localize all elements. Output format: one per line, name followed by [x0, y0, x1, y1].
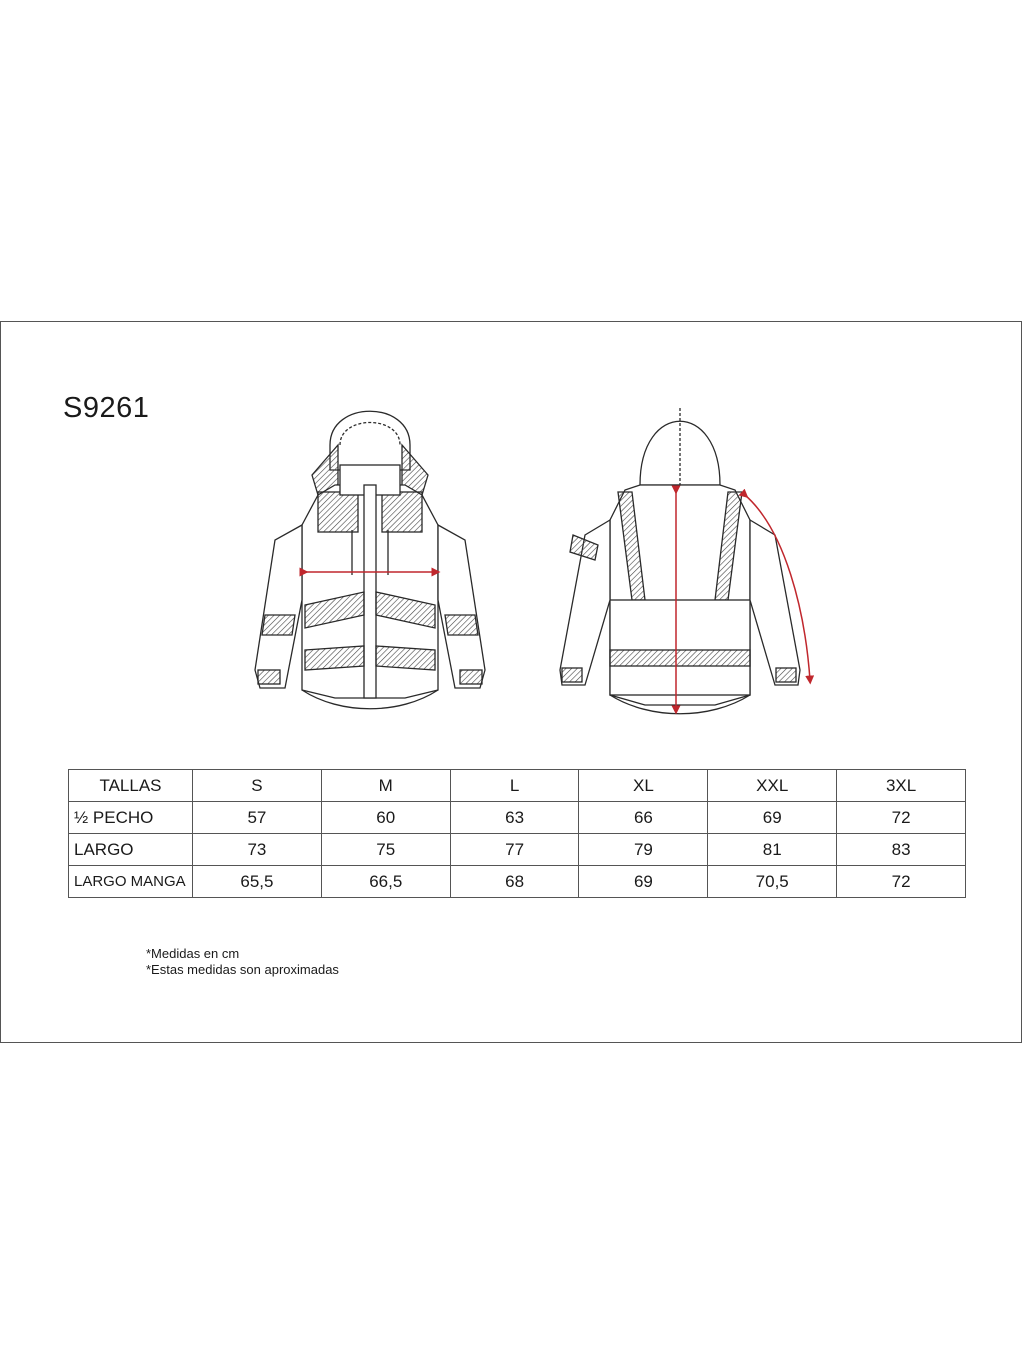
- table-header-row: [69, 770, 966, 802]
- table-cell: 81: [708, 834, 837, 866]
- table-cell: 79: [579, 834, 708, 866]
- row-label: ½ PECHO: [69, 802, 193, 834]
- jacket-back-icon: [560, 408, 800, 714]
- header-cell: L: [450, 770, 579, 802]
- note-approximate: *Estas medidas son aproximadas: [146, 962, 339, 977]
- table-row: [69, 866, 966, 898]
- note-units: *Medidas en cm: [146, 946, 240, 961]
- table-cell: 66: [579, 802, 708, 834]
- table-cell: 65,5: [193, 866, 322, 898]
- notes: [146, 946, 339, 978]
- table-cell: 77: [450, 834, 579, 866]
- table-cell: 69: [708, 802, 837, 834]
- header-cell: TALLAS: [69, 770, 193, 802]
- table-cell: 70,5: [708, 866, 837, 898]
- table-cell: 66,5: [321, 866, 450, 898]
- header-cell: M: [321, 770, 450, 802]
- header-cell: XXL: [708, 770, 837, 802]
- table-row: [69, 802, 966, 834]
- table-cell: 75: [321, 834, 450, 866]
- jacket-drawings: [240, 400, 820, 720]
- table-cell: 63: [450, 802, 579, 834]
- table-cell: 72: [837, 802, 966, 834]
- table-cell: 73: [193, 834, 322, 866]
- table-cell: 72: [837, 866, 966, 898]
- table-cell: 69: [579, 866, 708, 898]
- table-cell: 60: [321, 802, 450, 834]
- model-code: S9261: [63, 392, 150, 424]
- header-cell: S: [193, 770, 322, 802]
- jacket-front-icon: [255, 411, 485, 709]
- row-label: LARGO: [69, 834, 193, 866]
- row-label: LARGO MANGA: [69, 866, 193, 898]
- size-table: [68, 769, 966, 898]
- header-cell: 3XL: [837, 770, 966, 802]
- header-cell: XL: [579, 770, 708, 802]
- table-cell: 68: [450, 866, 579, 898]
- table-cell: 83: [837, 834, 966, 866]
- table-cell: 57: [193, 802, 322, 834]
- table-row: [69, 834, 966, 866]
